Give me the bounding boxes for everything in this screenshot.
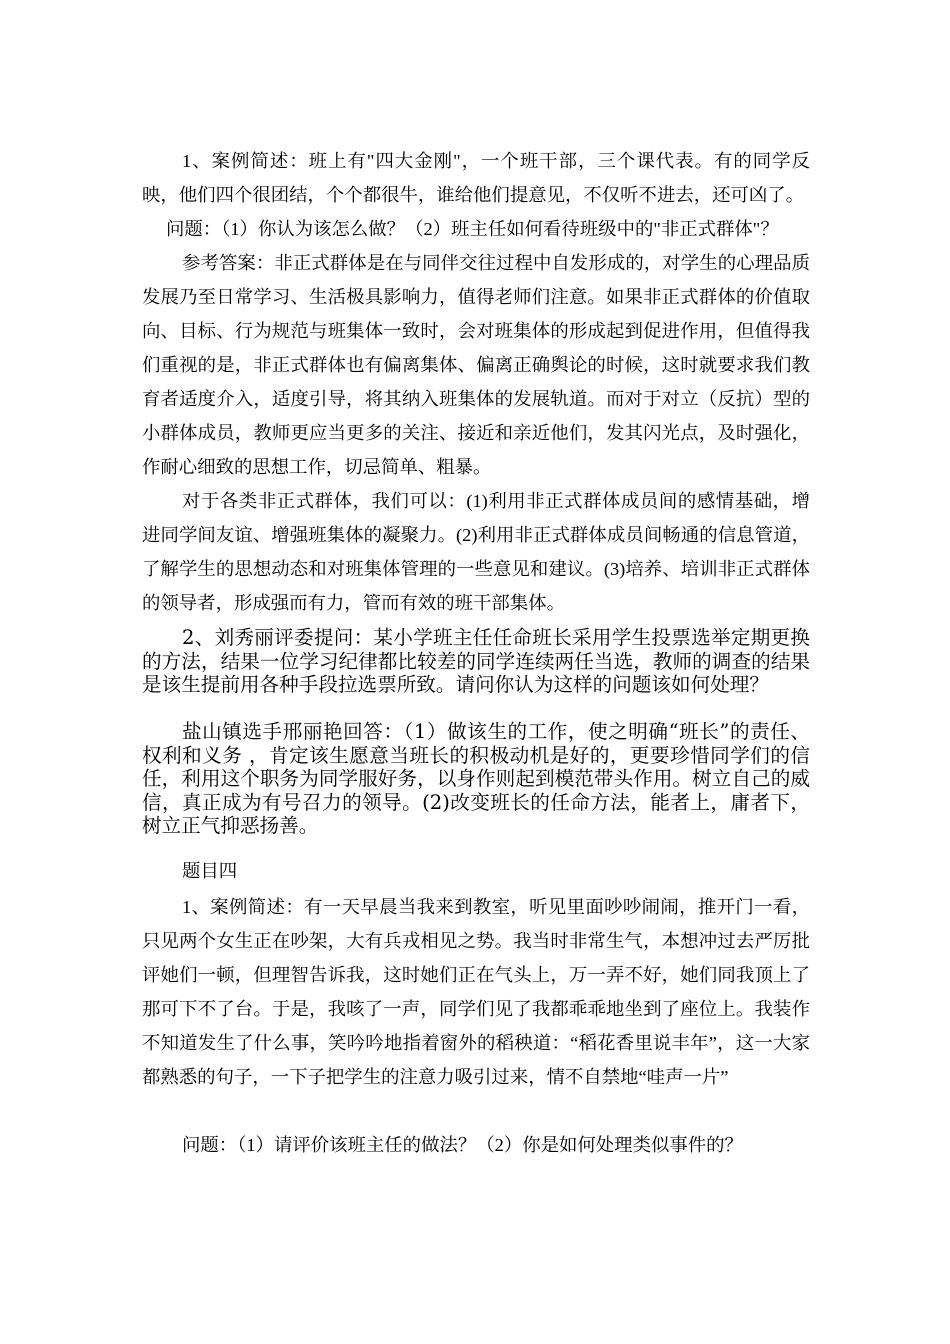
case-1-description: 1、案例简述：班上有"四大金刚"，一个班干部，三个课代表。有的同学反映，他们四个很团结，个个都很牛，谁给他们提意见，不仅听不进去，还可凶了。 bbox=[142, 151, 810, 205]
section-heading-topic-4: 题目四 bbox=[182, 861, 238, 881]
topic-4-questions: 问题：（1）请评价该班主任的做法？（2）你是如何处理类似事件的？ bbox=[182, 1135, 743, 1155]
informal-group-strategies: 对于各类非正式群体，我们可以：(1)利用非正式群体成员间的感情基础，增进同学间友谊、增强班集体的凝聚力。(2)利用非正式群体成员间畅通的信息管道，了解学生的思想动态和对班集体管理的一些意见和建议。(3)培养、培训非正式群体的领导者，形成强而有力，管而有效的班干部集体。 bbox=[142, 491, 810, 613]
case-2-judge-question: 2、刘秀丽评委提问：某小学班主任任命班长采用学生投票选举定期更换的方法，结果一位学习纪律都比较差的同学连续两任当选，教师的调查的结果是该生提前用各种手段拉选票所致。请问你认为这样的问题该如何处理？ bbox=[142, 626, 810, 697]
case-1-reference-answer: 参考答案：非正式群体是在与同伴交往过程中自发形成的，对学生的心理品质发展乃至日常学习、生活极具影响力，值得老师们注意。如果非正式群体的价值取向、目标、行为规范与班集体一致时，会对班集体的形成起到促进作用，但值得我们重视的是，非正式群体也有偏离集体、偏离正确舆论的时候，这时就要求我们教育者适度介入，适度引导，将其纳入班集体的发展轨道。而对于对立（反抗）型的小群体成员，教师更应当更多的关注、接近和亲近他们，发其闪光点，及时强化，作耐心细致的思想工作，切忌简单、粗暴。 bbox=[142, 253, 810, 477]
case-1-questions: 问题：（1）你认为该怎么做？（2）班主任如何看待班级中的"非正式群体"？ bbox=[166, 219, 779, 239]
case-2-contestant-answer: 盐山镇选手邢丽艳回答：（1）做该生的工作，使之明确“班长”的责任、权利和义务 ，肯定该生愿意当班长的积极动机是好的，更要珍惜同学们的信任，利用这个职务为同学服好务，以身作则起到模范带头作用。树立自己的威信，真正成为有号召力的领导。(2)改变班长的任命方法，能者上，庸者下，树立正气抑恶扬善。 bbox=[142, 720, 810, 838]
topic-4-case-description: 1、案例简述：有一天早晨当我来到教室，听见里面吵吵闹闹，推开门一看，只见两个女生正在吵架，大有兵戎相见之势。我当时非常生气，本想冲过去严厉批评她们一顿，但理智告诉我，这时她们正在气头上，万一弄不好，她们同我顶上了那可下不了台。于是，我咳了一声，同学们见了我都乖乖地坐到了座位上。我装作不知道发生了什么事，笑吟吟地指着窗外的稻秧道：“稻花香里说丰年”，这一大家都熟悉的句子，一下子把学生的注意力吸引过来，情不自禁地“哇声一片” bbox=[142, 897, 810, 1087]
